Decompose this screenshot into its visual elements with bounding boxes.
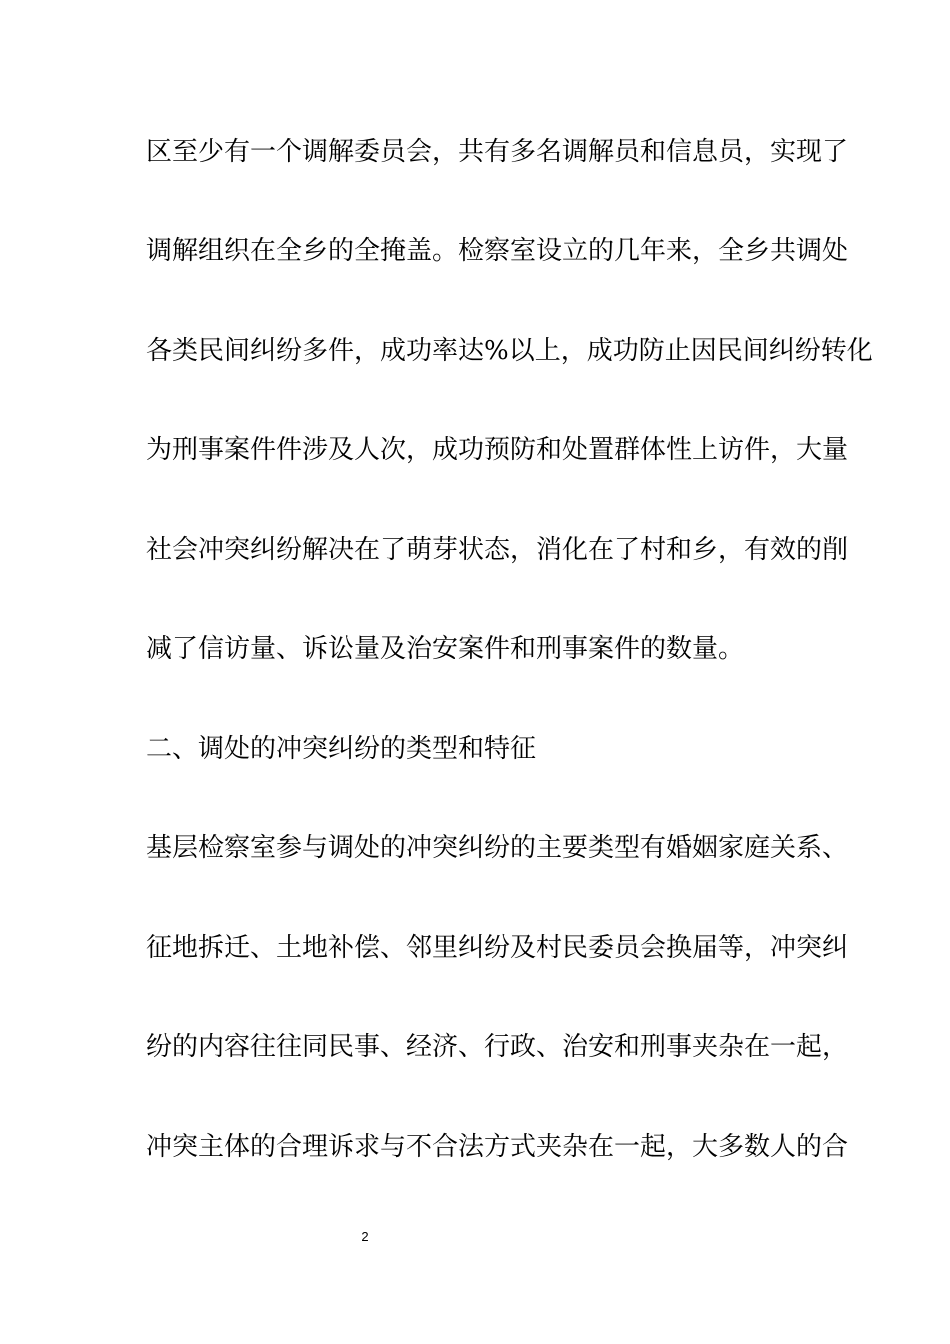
body-text-line: 基层检察室参与调处的冲突纠纷的主要类型有婚姻家庭关系、	[146, 833, 849, 863]
body-text-line: 冲突主体的合理诉求与不合法方式夹杂在一起，大多数人的合	[146, 1132, 849, 1162]
body-text-line: 纷的内容往往同民事、经济、行政、治安和刑事夹杂在一起，	[146, 1032, 849, 1062]
body-text-line: 各类民间纠纷多件，成功率达%以上，成功防止因民间纠纷转化	[146, 336, 873, 366]
body-text-line: 征地拆迁、土地补偿、邻里纠纷及村民委员会换届等，冲突纠	[146, 933, 849, 963]
page-number: 2	[361, 1229, 369, 1244]
body-text-line: 减了信访量、诉讼量及治安案件和刑事案件的数量。	[146, 634, 745, 664]
body-text-line: 调解组织在全乡的全掩盖。检察室设立的几年来，全乡共调处	[146, 236, 849, 266]
body-text-line: 为刑事案件件涉及人次，成功预防和处置群体性上访件，大量	[146, 435, 849, 465]
section-heading: 二、调处的冲突纠纷的类型和特征	[146, 734, 537, 764]
body-text-line: 区至少有一个调解委员会，共有多名调解员和信息员，实现了	[146, 137, 849, 167]
body-text-line: 社会冲突纠纷解决在了萌芽状态，消化在了村和乡，有效的削	[146, 535, 849, 565]
